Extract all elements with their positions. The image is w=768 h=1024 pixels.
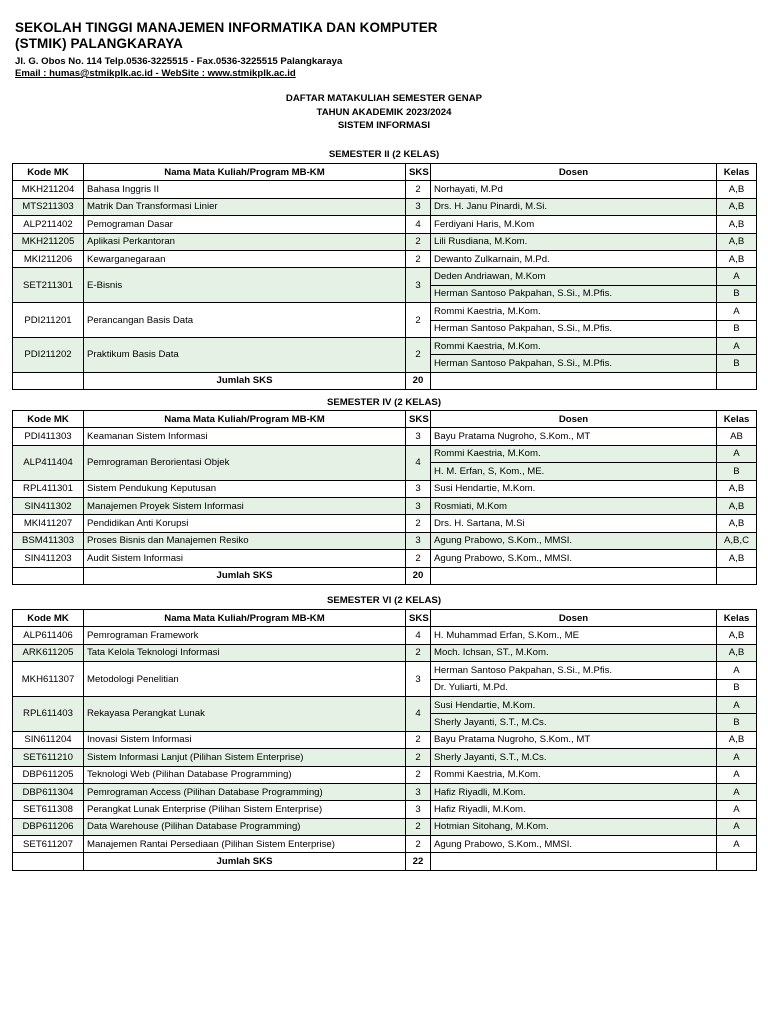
course-sks: 3 xyxy=(406,480,431,497)
lecturer-name: Drs. H. Janu Pinardi, M.Si. xyxy=(431,198,717,215)
course-sks: 2 xyxy=(406,836,431,853)
class-group: B xyxy=(717,463,757,480)
class-group: A,B xyxy=(717,550,757,567)
lecturer-name: Agung Prabowo, S.Kom., MMSI. xyxy=(431,532,717,549)
column-header-kelas: Kelas xyxy=(717,164,757,181)
course-code: MKH211204 xyxy=(13,181,84,198)
lecturer-name: Moch. Ichsan, ST., M.Kom. xyxy=(431,644,717,661)
table-row xyxy=(13,731,757,748)
institution-contact: Email : humas@stmikplk.ac.id - WebSite : www.stmikplk.ac.id xyxy=(15,68,296,79)
class-group: B xyxy=(717,285,757,302)
course-sks: 2 xyxy=(406,250,431,267)
course-name: Pemrograman Framework xyxy=(84,627,406,644)
course-code: DBP611304 xyxy=(13,783,84,800)
lecturer-name: H. Muhammad Erfan, S.Kom., ME xyxy=(431,627,717,644)
course-code: ALP611406 xyxy=(13,627,84,644)
class-group: A,B xyxy=(717,627,757,644)
course-sks: 2 xyxy=(406,749,431,766)
course-name: Manajemen Proyek Sistem Informasi xyxy=(84,497,406,514)
column-header-sks: SKS xyxy=(406,164,431,181)
lecturer-name: Herman Santoso Pakpahan, S.Si., M.Pfis. xyxy=(431,355,717,372)
course-sks: 4 xyxy=(406,627,431,644)
course-sks: 2 xyxy=(406,233,431,250)
table-row xyxy=(13,233,757,250)
empty-cell xyxy=(431,372,717,389)
table-row xyxy=(13,783,757,800)
class-group: B xyxy=(717,679,757,696)
lecturer-name: Herman Santoso Pakpahan, S.Si., M.Pfis. xyxy=(431,662,717,679)
class-group: A xyxy=(717,337,757,354)
table-row xyxy=(13,801,757,818)
course-name: Bahasa Inggris II xyxy=(84,181,406,198)
total-sks-value: 20 xyxy=(406,567,431,584)
column-header-sks: SKS xyxy=(406,411,431,428)
course-name: Sistem Pendukung Keputusan xyxy=(84,480,406,497)
lecturer-name: Herman Santoso Pakpahan, S.Si., M.Pfis. xyxy=(431,320,717,337)
course-code: DBP611206 xyxy=(13,818,84,835)
lecturer-name: Agung Prabowo, S.Kom., MMSI. xyxy=(431,550,717,567)
course-sks: 4 xyxy=(406,696,431,731)
lecturer-name: Susi Hendartie, M.Kom. xyxy=(431,480,717,497)
course-name: Manajemen Rantai Persediaan (Pilihan Sistem Enterprise) xyxy=(84,836,406,853)
table-row xyxy=(13,337,757,354)
course-table-semester-6 xyxy=(12,609,757,871)
table-header-row xyxy=(13,164,757,181)
class-group: A,B xyxy=(717,644,757,661)
course-code: SET611207 xyxy=(13,836,84,853)
course-code: PDI411303 xyxy=(13,428,84,445)
lecturer-name: Hafiz Riyadli, M.Kom. xyxy=(431,783,717,800)
table-row xyxy=(13,662,757,679)
table-row xyxy=(13,836,757,853)
lecturer-name: H. M. Erfan, S, Kom., ME. xyxy=(431,463,717,480)
institution-header xyxy=(15,20,755,80)
course-code: SIN611204 xyxy=(13,731,84,748)
lecturer-name: Norhayati, M.Pd xyxy=(431,181,717,198)
class-group: A,B xyxy=(717,216,757,233)
course-name: Metodologi Penelitian xyxy=(84,662,406,697)
table-row xyxy=(13,696,757,713)
class-group: A,B,C xyxy=(717,532,757,549)
course-name: Inovasi Sistem Informasi xyxy=(84,731,406,748)
empty-cell xyxy=(717,567,757,584)
course-name: Sistem Informasi Lanjut (Pilihan Sistem Enterprise) xyxy=(84,749,406,766)
empty-cell xyxy=(431,853,717,870)
table-row xyxy=(13,250,757,267)
table-row xyxy=(13,303,757,320)
course-name: Kewarganegaraan xyxy=(84,250,406,267)
course-code: MKH211205 xyxy=(13,233,84,250)
course-name: Pemograman Dasar xyxy=(84,216,406,233)
course-name: Pemrograman Berorientasi Objek xyxy=(84,445,406,480)
course-sks: 3 xyxy=(406,497,431,514)
course-sks: 3 xyxy=(406,532,431,549)
course-name: Keamanan Sistem Informasi xyxy=(84,428,406,445)
course-name: Proses Bisnis dan Manajemen Resiko xyxy=(84,532,406,549)
course-name: Teknologi Web (Pilihan Database Programming) xyxy=(84,766,406,783)
lecturer-name: Dewanto Zulkarnain, M.Pd. xyxy=(431,250,717,267)
lecturer-name: Agung Prabowo, S.Kom., MMSI. xyxy=(431,836,717,853)
course-name: Pemrograman Access (Pilihan Database Programming) xyxy=(84,783,406,800)
course-name: Aplikasi Perkantoran xyxy=(84,233,406,250)
column-header-kode: Kode MK xyxy=(13,610,84,627)
course-name: Data Warehouse (Pilihan Database Programming) xyxy=(84,818,406,835)
empty-cell xyxy=(431,567,717,584)
class-group: A,B xyxy=(717,233,757,250)
table-row xyxy=(13,749,757,766)
lecturer-name: Deden Andriawan, M.Kom xyxy=(431,268,717,285)
lecturer-name: Bayu Pratama Nugroho, S.Kom., MT xyxy=(431,428,717,445)
lecturer-name: Rosmiati, M.Kom xyxy=(431,497,717,514)
institution-name: SEKOLAH TINGGI MANAJEMEN INFORMATIKA DAN KOMPUTER xyxy=(15,20,438,35)
semester-title: SEMESTER IV (2 KELAS) xyxy=(326,397,442,408)
table-row xyxy=(13,268,757,285)
class-group: A xyxy=(717,268,757,285)
course-code: DBP611205 xyxy=(13,766,84,783)
total-sks-value: 22 xyxy=(406,853,431,870)
column-header-dosen: Dosen xyxy=(431,610,717,627)
table-row xyxy=(13,644,757,661)
column-header-dosen: Dosen xyxy=(431,164,717,181)
class-group: A,B xyxy=(717,480,757,497)
column-header-nama: Nama Mata Kuliah/Program MB-KM xyxy=(84,164,406,181)
course-sks: 3 xyxy=(406,428,431,445)
column-header-nama: Nama Mata Kuliah/Program MB-KM xyxy=(84,411,406,428)
table-row xyxy=(13,445,757,462)
class-group: A,B xyxy=(717,250,757,267)
course-sks: 2 xyxy=(406,550,431,567)
course-name: Pendidikan Anti Korupsi xyxy=(84,515,406,532)
table-row xyxy=(13,766,757,783)
table-header-row xyxy=(13,411,757,428)
course-sks: 3 xyxy=(406,268,431,303)
column-header-sks: SKS xyxy=(406,610,431,627)
class-group: B xyxy=(717,714,757,731)
course-code: RPL411301 xyxy=(13,480,84,497)
course-code: RPL611403 xyxy=(13,696,84,731)
course-sks: 2 xyxy=(406,181,431,198)
lecturer-name: Hotmian Sitohang, M.Kom. xyxy=(431,818,717,835)
course-code: SIN411203 xyxy=(13,550,84,567)
course-name: Perancangan Basis Data xyxy=(84,303,406,338)
table-row xyxy=(13,181,757,198)
empty-cell xyxy=(13,853,84,870)
empty-cell xyxy=(13,372,84,389)
course-code: ARK611205 xyxy=(13,644,84,661)
column-header-dosen: Dosen xyxy=(431,411,717,428)
class-group: A xyxy=(717,818,757,835)
class-group: A xyxy=(717,766,757,783)
course-sks: 2 xyxy=(406,818,431,835)
class-group: A,B xyxy=(717,731,757,748)
class-group: A,B xyxy=(717,515,757,532)
class-group: B xyxy=(717,320,757,337)
lecturer-name: Dr. Yuliarti, M.Pd. xyxy=(431,679,717,696)
class-group: A xyxy=(717,783,757,800)
document-title-line2: TAHUN AKADEMIK 2023/2024 xyxy=(316,106,452,118)
document-title-line3: SISTEM INFORMASI xyxy=(337,120,431,131)
lecturer-name: Herman Santoso Pakpahan, S.Si., M.Pfis. xyxy=(431,285,717,302)
class-group: A xyxy=(717,696,757,713)
course-code: MKI211206 xyxy=(13,250,84,267)
empty-cell xyxy=(717,372,757,389)
course-code: MTS211303 xyxy=(13,198,84,215)
course-name: Praktikum Basis Data xyxy=(84,337,406,372)
lecturer-name: Hafiz Riyadli, M.Kom. xyxy=(431,801,717,818)
table-row xyxy=(13,428,757,445)
total-sks-label: Jumlah SKS xyxy=(84,567,406,584)
table-row xyxy=(13,480,757,497)
course-code: SET611308 xyxy=(13,801,84,818)
column-header-kode: Kode MK xyxy=(13,411,84,428)
course-code: ALP411404 xyxy=(13,445,84,480)
lecturer-name: Susi Hendartie, M.Kom. xyxy=(431,696,717,713)
empty-cell xyxy=(717,853,757,870)
document-title-line1: DAFTAR MATAKULIAH SEMESTER GENAP xyxy=(285,93,483,104)
course-name: Audit Sistem Informasi xyxy=(84,550,406,567)
course-sks: 3 xyxy=(406,801,431,818)
course-sks: 2 xyxy=(406,731,431,748)
lecturer-name: Drs. H. Sartana, M.Si xyxy=(431,515,717,532)
table-row xyxy=(13,198,757,215)
course-code: ALP211402 xyxy=(13,216,84,233)
course-name: E-Bisnis xyxy=(84,268,406,303)
course-sks: 2 xyxy=(406,337,431,372)
table-row xyxy=(13,216,757,233)
class-group: A xyxy=(717,303,757,320)
column-header-kelas: Kelas xyxy=(717,411,757,428)
course-sks: 4 xyxy=(406,445,431,480)
column-header-nama: Nama Mata Kuliah/Program MB-KM xyxy=(84,610,406,627)
class-group: AB xyxy=(717,428,757,445)
class-group: A xyxy=(717,749,757,766)
institution-abbrev: (STMIK) PALANGKARAYA xyxy=(15,36,184,51)
class-group: A,B xyxy=(717,198,757,215)
table-row xyxy=(13,515,757,532)
course-sks: 4 xyxy=(406,216,431,233)
lecturer-name: Bayu Pratama Nugroho, S.Kom., MT xyxy=(431,731,717,748)
class-group: A xyxy=(717,662,757,679)
course-code: MKH611307 xyxy=(13,662,84,697)
lecturer-name: Rommi Kaestria, M.Kom. xyxy=(431,337,717,354)
lecturer-name: Sherly Jayanti, S.T., M.Cs. xyxy=(431,714,717,731)
course-sks: 2 xyxy=(406,766,431,783)
column-header-kelas: Kelas xyxy=(717,610,757,627)
semester-title: SEMESTER VI (2 KELAS) xyxy=(326,595,442,606)
institution-address: Jl. G. Obos No. 114 Telp.0536-3225515 - Fax.0536-3225515 Palangkaraya xyxy=(15,56,343,67)
total-sks-value: 20 xyxy=(406,372,431,389)
lecturer-name: Lili Rusdiana, M.Kom. xyxy=(431,233,717,250)
class-group: B xyxy=(717,355,757,372)
class-group: A,B xyxy=(717,181,757,198)
table-row xyxy=(13,497,757,514)
table-row xyxy=(13,627,757,644)
lecturer-name: Rommi Kaestria, M.Kom. xyxy=(431,445,717,462)
total-sks-label: Jumlah SKS xyxy=(84,372,406,389)
course-code: PDI211202 xyxy=(13,337,84,372)
lecturer-name: Sherly Jayanti, S.T., M.Cs. xyxy=(431,749,717,766)
table-header-row xyxy=(13,610,757,627)
course-code: BSM411303 xyxy=(13,532,84,549)
class-group: A xyxy=(717,801,757,818)
class-group: A xyxy=(717,445,757,462)
empty-cell xyxy=(13,567,84,584)
course-code: MKI411207 xyxy=(13,515,84,532)
course-sks: 2 xyxy=(406,515,431,532)
course-sks: 3 xyxy=(406,662,431,697)
class-group: A,B xyxy=(717,497,757,514)
course-code: PDI211201 xyxy=(13,303,84,338)
course-table-semester-4 xyxy=(12,410,757,585)
semester-title: SEMESTER II (2 KELAS) xyxy=(328,149,440,160)
course-sks: 2 xyxy=(406,303,431,338)
class-group: A xyxy=(717,836,757,853)
course-code: SIN411302 xyxy=(13,497,84,514)
column-header-kode: Kode MK xyxy=(13,164,84,181)
total-sks-row xyxy=(13,853,757,870)
course-name: Perangkat Lunak Enterprise (Pilihan Sistem Enterprise) xyxy=(84,801,406,818)
total-sks-row xyxy=(13,567,757,584)
course-name: Tata Kelola Teknologi Informasi xyxy=(84,644,406,661)
course-sks: 3 xyxy=(406,198,431,215)
lecturer-name: Ferdiyani Haris, M.Kom xyxy=(431,216,717,233)
document-title xyxy=(0,92,768,133)
table-row xyxy=(13,818,757,835)
course-sks: 2 xyxy=(406,644,431,661)
table-row xyxy=(13,550,757,567)
course-sks: 3 xyxy=(406,783,431,800)
lecturer-name: Rommi Kaestria, M.Kom. xyxy=(431,766,717,783)
course-code: SET211301 xyxy=(13,268,84,303)
lecturer-name: Rommi Kaestria, M.Kom. xyxy=(431,303,717,320)
course-code: SET611210 xyxy=(13,749,84,766)
course-name: Matrik Dan Transformasi Linier xyxy=(84,198,406,215)
total-sks-row xyxy=(13,372,757,389)
table-row xyxy=(13,532,757,549)
course-table-semester-2 xyxy=(12,163,757,390)
total-sks-label: Jumlah SKS xyxy=(84,853,406,870)
course-name: Rekayasa Perangkat Lunak xyxy=(84,696,406,731)
